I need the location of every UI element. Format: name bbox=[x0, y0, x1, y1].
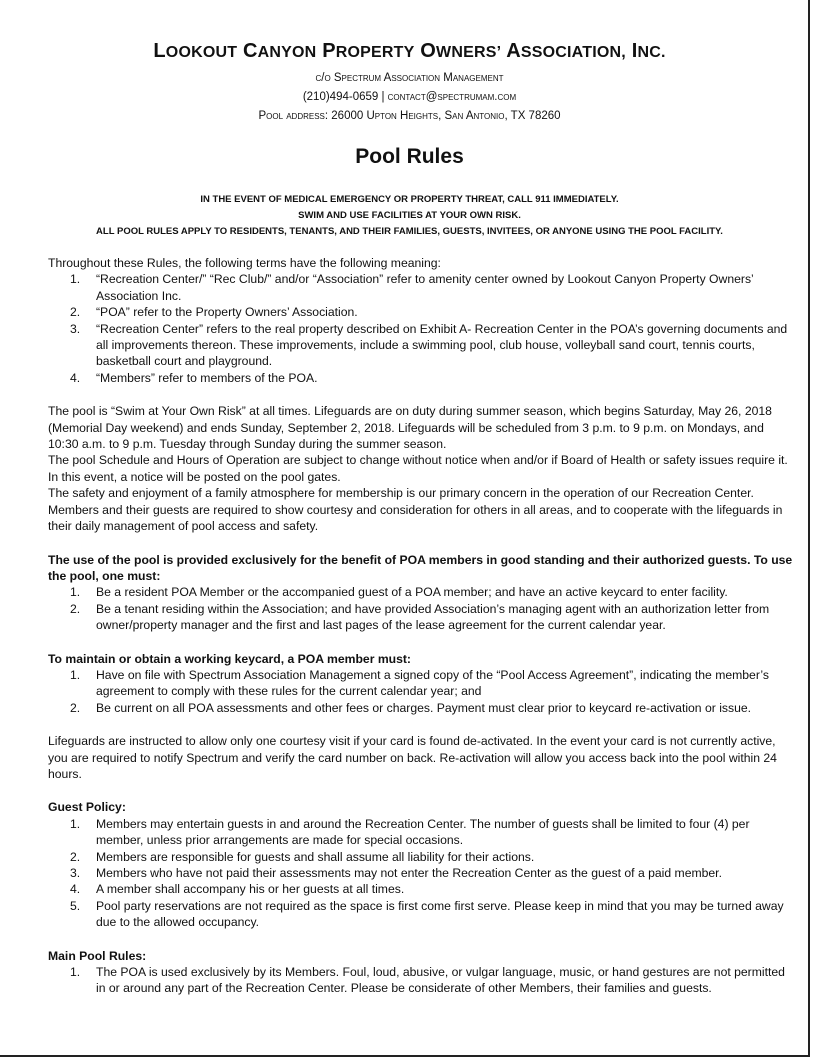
list-item: 2. Be a tenant residing within the Association; and have provided Association’s managing agent with an authorization letter from owner/property manager and the first and last pages of the lease agreement for the current calendar year. bbox=[70, 601, 770, 633]
main-rules-heading: Main Pool Rules: bbox=[48, 948, 147, 963]
list-item: 2. Members are responsible for guests and shall assume all liability for their actions. bbox=[70, 849, 535, 864]
pool-use-heading: The use of the pool is provided exclusively for the benefit of POA members in good standing and their authorized guests. To use the pool, one must: bbox=[48, 552, 793, 583]
schedule-paragraph: The pool Schedule and Hours of Operation are subject to change without notice when and/or if Board of Health or safety issues require it. In this event, a notice will be posted on the pool gates. bbox=[48, 453, 788, 484]
guest-policy-heading: Guest Policy: bbox=[48, 800, 126, 815]
list-item: 2. “POA” refer to the Property Owners’ Association. bbox=[70, 305, 358, 320]
definitions-intro: Throughout these Rules, the following terms have the following meaning: bbox=[48, 256, 441, 270]
page-title: Pool Rules bbox=[355, 145, 464, 168]
care-of-line: c/o Spectrum Association Management bbox=[315, 72, 504, 84]
applicability-notice: ALL POOL RULES APPLY TO RESIDENTS, TENANTS, AND THEIR FAMILIES, GUESTS, INVITEES, OR ANYONE USING THE POOL FACILITY. bbox=[96, 226, 723, 237]
contact-line: (210)494-0659 | contact@spectrumam.com bbox=[302, 91, 517, 103]
keycard-heading: To maintain or obtain a working keycard, a POA member must: bbox=[48, 651, 411, 666]
list-item: 4. “Members” refer to members of the POA. bbox=[70, 370, 318, 385]
list-item: 1. “Recreation Center/” “Rec Club/” and/or “Association” refer to amenity center owned by Lookout Canyon Property Owners’ Association Inc. bbox=[70, 272, 754, 303]
lifeguards-note: Lifeguards are instructed to allow only one courtesy visit if your card is found de-activated. In the event your card is not currently active, you are required to notify Spectrum and verify the card number on back. Re-activation will allow you access back into the pool within 24 hours. bbox=[48, 734, 777, 781]
risk-notice: SWIM AND USE FACILITIES AT YOUR OWN RISK. bbox=[298, 210, 521, 221]
list-item: 1. Be a resident POA Member or the accompanied guest of a POA member; and have an active keycard to enter facility. bbox=[70, 585, 728, 600]
swim-risk-paragraph: The pool is “Swim at Your Own Risk” at all times. Lifeguards are on duty during summer season, which begins Saturday, May 26, 2018 (Memorial Day weekend) and ends Sunday, September 2, 2018. Lifeguards will be scheduled from 3 p.m. to 9 p.m. on Mondays, and 10:30 a.m. to 9 p.m. Tuesday through Sunday during the summer season. bbox=[48, 404, 772, 452]
emergency-notice: IN THE EVENT OF MEDICAL EMERGENCY OR PROPERTY THREAT, CALL 911 IMMEDIATELY. bbox=[200, 194, 619, 205]
document-body bbox=[48, 255, 793, 997]
pool-address-line: Pool address: 26000 Upton Heights, San Antonio, TX 78260 bbox=[258, 110, 561, 122]
definitions-list bbox=[48, 271, 793, 386]
list-item: 3. Members who have not paid their assessments may not enter the Recreation Center as the guest of a paid member. bbox=[70, 866, 722, 880]
guest-policy-list bbox=[48, 816, 793, 931]
list-item: 5. Pool party reservations are not required as the space is first come first serve. Please keep in mind that you may be turned away due to the allowed occupancy. bbox=[70, 898, 784, 930]
list-item: 1. Members may entertain guests in and around the Recreation Center. The number of guests shall be limited to four (4) per member, unless prior arrangements are made for special occasions. bbox=[70, 816, 750, 848]
safety-paragraph: The safety and enjoyment of a family atmosphere for membership is our primary concern in the operation of our Recreation Center. Members and their guests are required to show courtesy and consideration for others in all areas, and to cooperate with the lifeguards in their daily management of pool access and safety. bbox=[48, 486, 783, 534]
keycard-list bbox=[48, 667, 793, 716]
list-item: 1. The POA is used exclusively by its Members. Foul, loud, abusive, or vulgar language, music, or hand gestures are not permitted in or around any part of the Recreation Center. Please be considerate of other Members, their families and guests. bbox=[70, 965, 785, 996]
pool-use-list bbox=[48, 584, 793, 633]
list-item: 2. Be current on all POA assessments and other fees or charges. Payment must clear prior to keycard re-activation or issue. bbox=[70, 700, 752, 715]
organization-name: LOOKOUT CANYON PROPERTY OWNERS’ ASSOCIATION, INC. bbox=[153, 40, 666, 62]
list-item: 3. “Recreation Center” refers to the real property described on Exhibit A- Recreation Center in the POA’s governing documents and all improvements thereon. These improvements, include a swimming pool, club house, volleyball sand court, tennis courts, basketball court and playground. bbox=[70, 321, 788, 369]
list-item: 4. A member shall accompany his or her guests at all times. bbox=[70, 882, 405, 897]
main-rules-list bbox=[48, 964, 793, 997]
list-item: 1. Have on file with Spectrum Association Management a signed copy of the “Pool Access Agreement”, indicating the member’s agreement to comply with these rules for the current calendar year; and bbox=[70, 667, 769, 699]
